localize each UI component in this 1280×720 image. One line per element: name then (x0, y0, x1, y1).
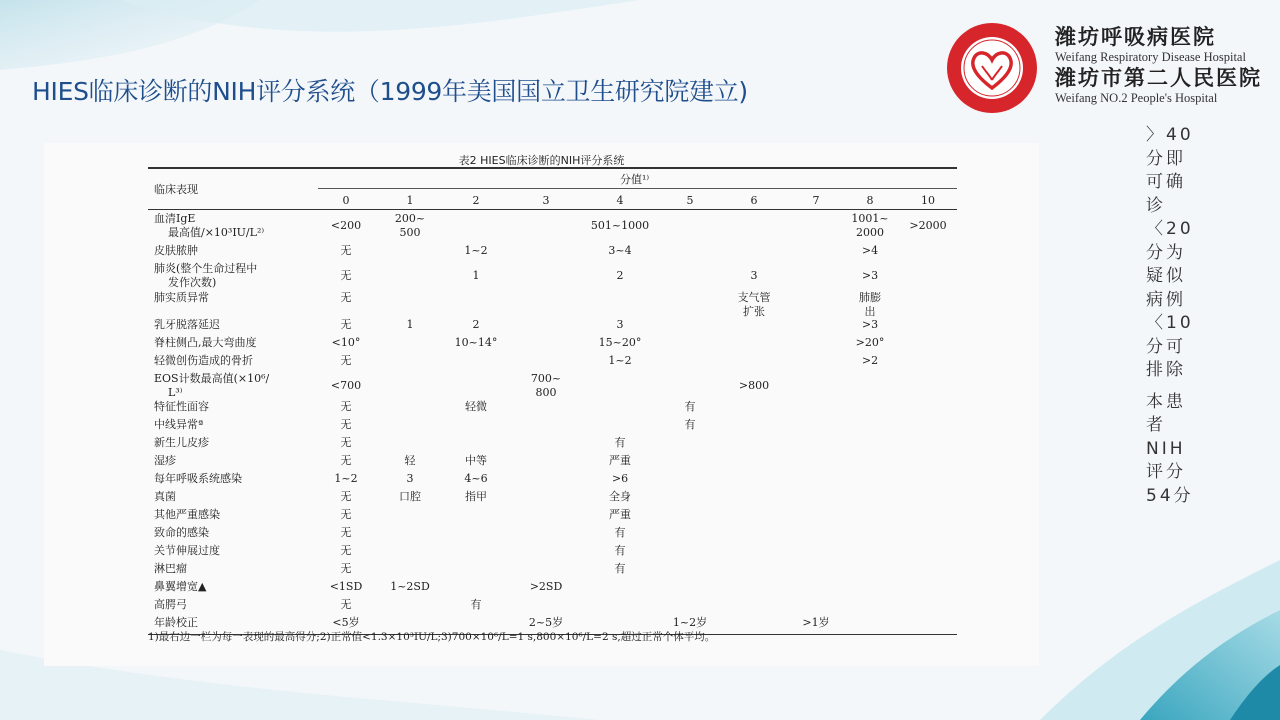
row-label: 每年呼吸系统感染 (154, 472, 242, 485)
side-note-line: 本患 (1146, 391, 1186, 412)
score-column-header: 0 (342, 194, 350, 207)
score-cell: 全身 (609, 490, 631, 503)
score-cell: 无 (340, 508, 352, 521)
row-label: 皮肤脓肿 (154, 244, 198, 257)
score-cell: 有 (614, 526, 626, 539)
score-column-header: 10 (921, 194, 935, 207)
side-note-line: 诊 (1146, 195, 1166, 216)
score-cell: 501~1000 (590, 219, 650, 232)
hospital-name-block (1055, 24, 1270, 106)
row-label: L³⁾ (154, 386, 183, 399)
hospital-name-cn-1: 潍坊呼吸病医院 (1055, 24, 1216, 49)
score-cell: 无 (340, 454, 352, 467)
score-cell: >3 (861, 269, 879, 282)
score-cell: 无 (340, 291, 352, 304)
hospital-name-cn-2: 潍坊市第二人民医院 (1055, 65, 1262, 90)
table-footnote: 1)最右边一栏为每一表现的最高得分;2)正常值<1.3×10³IU/L;3)700×10⁶/L=1 s,800×10⁶/L=2 s,超过正常个体平均。 (148, 631, 716, 643)
score-cell: >2000 (909, 219, 947, 232)
score-cell: 3 (750, 269, 758, 282)
score-cell: >1岁 (802, 616, 830, 629)
score-cell: 3 (616, 318, 624, 331)
row-label: 鼻翼增宽▲ (154, 580, 207, 593)
group-header-rule (318, 188, 957, 189)
hospital-name-en-2: Weifang NO.2 People's Hospital (1055, 91, 1218, 105)
side-note-line: 分为 (1146, 242, 1186, 263)
score-cell: 200~ 500 (394, 212, 426, 239)
row-label: 最高值/×10³IU/L²⁾ (154, 226, 265, 239)
row-label: 轻微创伤造成的骨折 (154, 354, 253, 367)
score-cell: 1 (406, 318, 414, 331)
row-label: 其他严重感染 (154, 508, 220, 521)
row-label: 血清IgE (154, 212, 196, 225)
score-cell: 1~2 (464, 244, 488, 257)
score-cell: <700 (330, 379, 362, 392)
row-label: 湿疹 (154, 454, 176, 467)
score-column-header: 5 (686, 194, 694, 207)
side-note-line: 分即 (1146, 148, 1186, 169)
row-label: 发作次数) (154, 276, 217, 289)
slide-title: HIES临床诊断的NIH评分系统（1999年美国国立卫生研究院建立) (32, 77, 748, 106)
row-label: 中线异常ª (154, 418, 204, 431)
score-cell: 肺膨 出 (859, 291, 881, 318)
score-cell: 有 (684, 400, 696, 413)
score-column-header: 4 (616, 194, 624, 207)
score-cell: 轻 (404, 454, 416, 467)
score-cell: 700~ 800 (530, 372, 562, 399)
side-note-line: 〉40 (1146, 125, 1194, 145)
score-cell: 4~6 (464, 472, 488, 485)
score-cell: 1~2 (608, 354, 632, 367)
score-cell: 2 (616, 269, 624, 282)
row-label: 特征性面容 (154, 400, 209, 413)
score-cell: 15~20° (598, 336, 642, 349)
score-cell: 1 (472, 269, 480, 282)
score-cell: 无 (340, 436, 352, 449)
row-label: EOS计数最高值(×10⁶/ (154, 372, 270, 385)
score-cell: >800 (738, 379, 770, 392)
score-column-header: 1 (406, 194, 414, 207)
score-cell: 无 (340, 244, 352, 257)
score-column-header: 6 (750, 194, 758, 207)
score-cell: 口腔 (399, 490, 421, 503)
score-column-header: 2 (472, 194, 480, 207)
side-note-line: 排除 (1146, 360, 1186, 380)
score-cell: >6 (611, 472, 629, 485)
score-cell: 有 (470, 598, 482, 611)
score-cell: >2SD (529, 580, 563, 593)
score-cell: 无 (340, 598, 352, 611)
row-label: 致命的感染 (154, 526, 209, 539)
score-cell: 无 (340, 562, 352, 575)
score-cell: 无 (340, 354, 352, 367)
score-cell: >4 (861, 244, 879, 257)
score-column-header: 8 (866, 194, 874, 207)
row-label: 新生儿皮疹 (154, 436, 209, 449)
row-header-label: 临床表现 (154, 183, 198, 196)
score-cell: 2 (472, 318, 480, 331)
row-label: 关节伸展过度 (154, 544, 220, 557)
score-cell: 有 (684, 418, 696, 431)
score-cell: 1~2 (334, 472, 358, 485)
score-cell: 无 (340, 526, 352, 539)
score-cell: 支气管 扩张 (737, 291, 771, 318)
score-cell: 10~14° (454, 336, 498, 349)
table-top-rule (148, 167, 957, 169)
side-note-line: 疑似 (1146, 266, 1186, 286)
side-note (1146, 124, 1206, 508)
group-header-label: 分值¹⁾ (620, 173, 650, 186)
side-note-line (1146, 383, 1206, 391)
score-cell: 1001~ 2000 (851, 212, 889, 239)
header-bottom-rule (148, 209, 957, 210)
side-note-line: 54分 (1146, 485, 1194, 506)
side-note-line: 病例 (1146, 289, 1186, 310)
side-note-line: 分可 (1146, 336, 1186, 357)
side-note-line: 〈20 (1146, 219, 1194, 239)
score-cell: >3 (861, 318, 879, 331)
score-cell: 轻微 (465, 400, 487, 413)
score-cell: 指甲 (465, 490, 487, 503)
score-cell: <1SD (329, 580, 363, 593)
score-cell: 无 (340, 400, 352, 413)
row-label: 肺炎(整个生命过程中 (154, 262, 258, 275)
nih-score-table (44, 143, 1039, 666)
score-cell: <200 (330, 219, 362, 232)
score-cell: 有 (614, 562, 626, 575)
score-cell: 无 (340, 318, 352, 331)
score-cell: >20° (855, 336, 885, 349)
score-cell: 3~4 (608, 244, 632, 257)
side-note-line: 评分 (1146, 462, 1186, 482)
score-cell: 中等 (465, 454, 487, 467)
score-cell: 严重 (609, 508, 631, 521)
score-cell: 3 (406, 472, 414, 485)
score-cell: >2 (861, 354, 879, 367)
score-column-header: 7 (812, 194, 820, 207)
side-note-line: 〈10 (1146, 313, 1194, 333)
score-cell: <5岁 (332, 616, 360, 629)
score-cell: 无 (340, 490, 352, 503)
score-cell: 无 (340, 418, 352, 431)
row-label: 真菌 (154, 490, 176, 503)
score-cell: 2~5岁 (528, 616, 564, 629)
hospital-logo (946, 22, 1038, 114)
score-cell: 无 (340, 544, 352, 557)
hospital-name-en-1: Weifang Respiratory Disease Hospital (1055, 50, 1246, 64)
score-cell: 有 (614, 544, 626, 557)
row-label: 肺实质异常 (154, 291, 209, 304)
row-label: 年龄校正 (154, 616, 198, 629)
score-cell: 严重 (609, 454, 631, 467)
row-label: 脊柱侧凸,最大弯曲度 (154, 336, 257, 349)
row-label: 淋巴瘤 (154, 562, 187, 575)
table-title: 表2 HIES临床诊断的NIH评分系统 (458, 154, 625, 167)
score-cell: 无 (340, 269, 352, 282)
side-note-line: NIH (1146, 438, 1186, 459)
side-note-line: 者 (1146, 415, 1166, 435)
score-column-header: 3 (542, 194, 550, 207)
score-cell: 1~2SD (390, 580, 430, 593)
score-cell: 1~2岁 (672, 616, 708, 629)
row-label: 高腭弓 (154, 598, 187, 611)
score-cell: 有 (614, 436, 626, 449)
score-cell: <10° (331, 336, 361, 349)
row-label: 乳牙脱落延迟 (154, 318, 220, 331)
side-note-line: 可确 (1146, 172, 1186, 192)
